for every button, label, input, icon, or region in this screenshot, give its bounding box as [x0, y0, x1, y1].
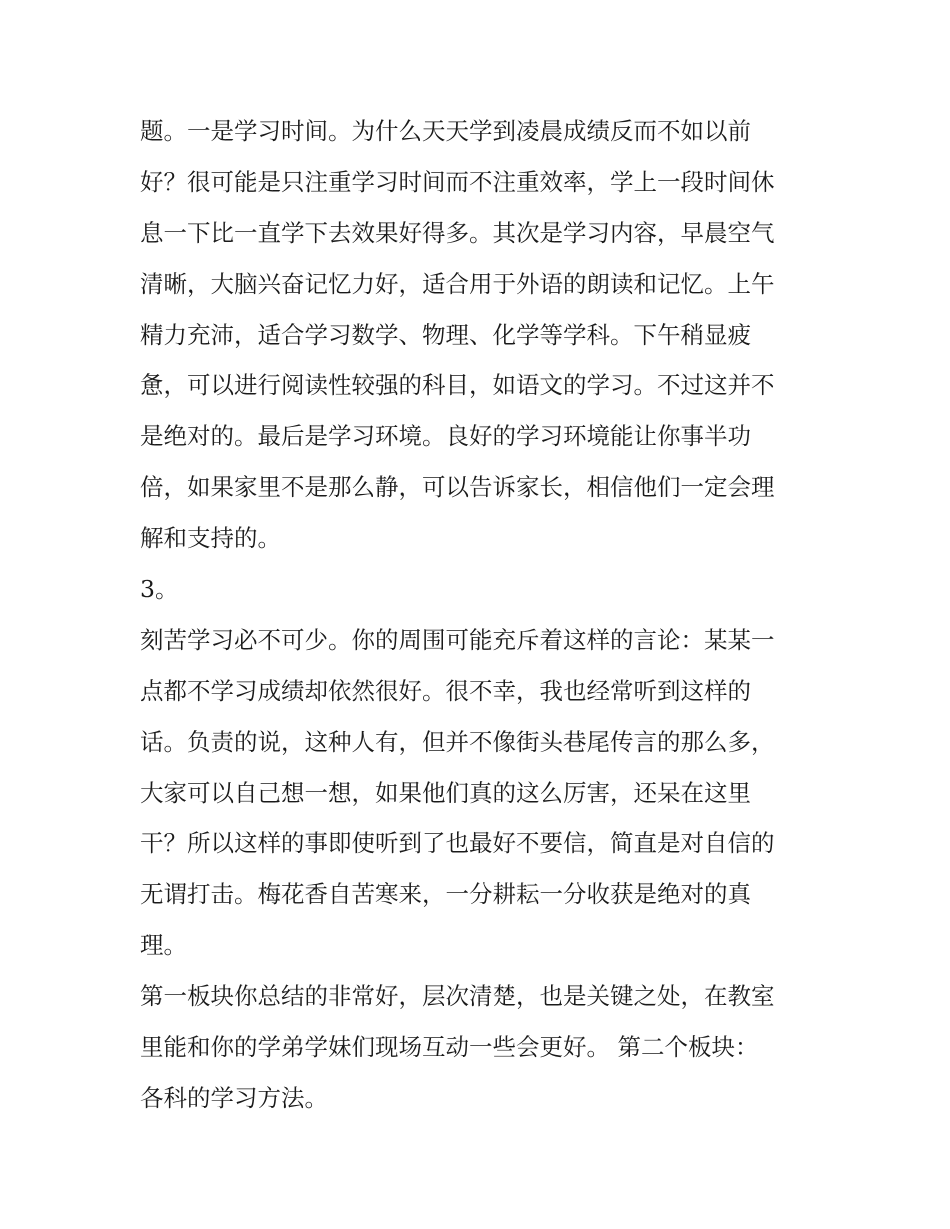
- document-body: [140, 106, 820, 1124]
- section-number: 3。: [140, 575, 179, 604]
- text-line: 里能和你的学弟学妹们现场互动一些会更好。 第二个板块：: [140, 1033, 759, 1062]
- text-line: 第一板块你总结的非常好，层次清楚，也是关键之处，在教室: [140, 982, 775, 1011]
- text-line: 息一下比一直学下去效果好得多。其次是学习内容，早晨空气: [140, 218, 775, 247]
- text-line: 各科的学习方法。: [140, 1083, 328, 1112]
- text-line: 理。: [140, 931, 187, 960]
- text-line: 话。负责的说，这种人有，但并不像街头巷尾传言的那么多，: [140, 727, 775, 756]
- text-line: 点都不学习成绩却依然很好。很不幸，我也经常听到这样的: [140, 676, 751, 705]
- text-line: 干？所以这样的事即使听到了也最好不要信，简直是对自信的: [140, 829, 775, 858]
- text-line: 精力充沛，适合学习数学、物理、化学等学科。下午稍显疲: [140, 320, 751, 349]
- text-line: 无谓打击。梅花香自苦寒来，一分耕耘一分收获是绝对的真: [140, 880, 751, 909]
- text-line: 大家可以自己想一想，如果他们真的这么厉害，还呆在这里: [140, 778, 751, 807]
- text-line: 解和支持的。: [140, 524, 281, 553]
- text-line: 刻苦学习必不可少。你的周围可能充斥着这样的言论：某某一: [140, 625, 775, 654]
- text-line: 清晰，大脑兴奋记忆力好，适合用于外语的朗读和记忆。上午: [140, 269, 775, 298]
- text-line: 倍，如果家里不是那么静，可以告诉家长，相信他们一定会理: [140, 473, 775, 502]
- text-line: 是绝对的。最后是学习环境。良好的学习环境能让你事半功: [140, 422, 751, 451]
- text-line: 惫，可以进行阅读性较强的科目，如语文的学习。不过这并不: [140, 371, 775, 400]
- text-line: 好？很可能是只注重学习时间而不注重效率，学上一段时间休: [140, 167, 775, 196]
- text-line: 题。一是学习时间。为什么天天学到凌晨成绩反而不如以前: [140, 117, 751, 145]
